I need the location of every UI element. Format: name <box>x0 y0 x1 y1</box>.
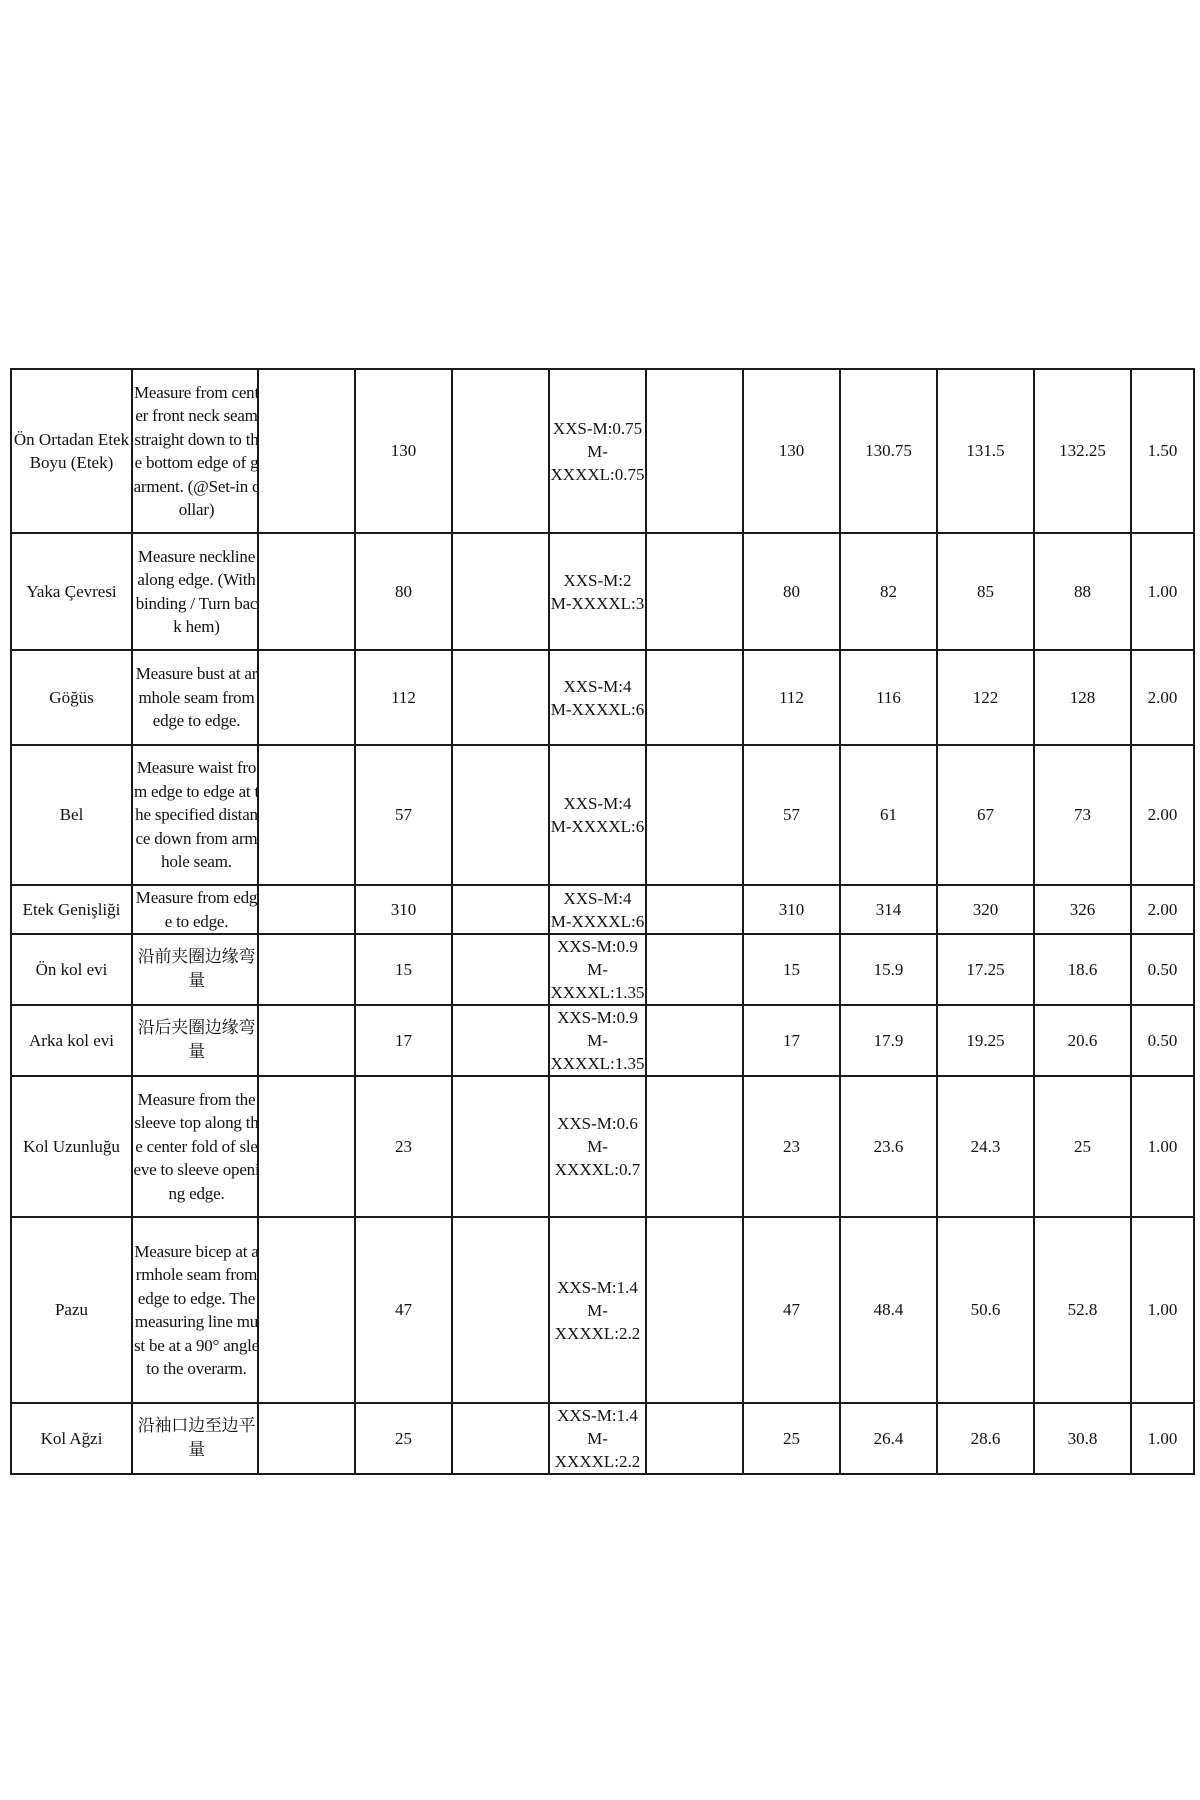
size-value: 326 <box>1034 885 1131 934</box>
tolerance-value: 2.00 <box>1131 885 1194 934</box>
table-row <box>11 1005 1194 1076</box>
measurement-name: Kol Ağzi <box>11 1403 132 1474</box>
grading-line: M-XXXXL:2.2 <box>554 1429 641 1471</box>
measurement-name: Ön kol evi <box>11 934 132 1005</box>
description-text: Measure neckline along edge. (With binding / Turn back hem) <box>135 546 258 636</box>
description-text: Measure waist from edge to edge at the specified distance down from armhole seam. <box>133 758 260 872</box>
size-value: 25 <box>743 1403 840 1474</box>
measurement-name: Kol Uzunluğu <box>11 1076 132 1217</box>
grading-rule <box>549 1403 646 1474</box>
empty-cell <box>258 934 355 1005</box>
measurement-description <box>132 1005 258 1076</box>
description-text: Measure from center front neck seam straight down to the bottom edge of garment. (@Set-in collar) <box>133 382 260 519</box>
grading-line: XXS-M:1.4 <box>557 1406 638 1425</box>
table-row <box>11 533 1194 650</box>
measurement-name: Pazu <box>11 1217 132 1403</box>
base-value: 17 <box>355 1005 452 1076</box>
size-value: 314 <box>840 885 937 934</box>
size-value: 17.9 <box>840 1005 937 1076</box>
empty-cell <box>258 1005 355 1076</box>
size-value: 61 <box>840 745 937 885</box>
size-value: 25 <box>1034 1076 1131 1217</box>
measurement-description <box>132 885 258 934</box>
size-value: 50.6 <box>937 1217 1034 1403</box>
size-value: 130 <box>743 369 840 533</box>
measurement-name: Etek Genişliği <box>11 885 132 934</box>
table-row <box>11 1076 1194 1217</box>
grading-line: M-XXXXL:0.75 <box>550 441 645 484</box>
size-value: 15.9 <box>840 934 937 1005</box>
empty-cell <box>646 1403 743 1474</box>
grading-rule <box>549 1217 646 1403</box>
tolerance-value: 1.00 <box>1131 1076 1194 1217</box>
grading-line: XXS-M:4 <box>563 676 632 696</box>
size-value: 122 <box>937 650 1034 745</box>
description-text: Measure bicep at armhole seam from edge to edge. The measuring line must be at a 90° angle to the overarm. <box>133 1241 260 1378</box>
measurement-name: Yaka Çevresi <box>11 533 132 650</box>
grading-rule <box>549 650 646 745</box>
table-row <box>11 1217 1194 1403</box>
grading-line: XXS-M:4 <box>563 888 632 908</box>
empty-cell <box>452 885 549 934</box>
empty-cell <box>452 745 549 885</box>
empty-cell <box>258 885 355 934</box>
grading-line: M-XXXXL:6 <box>550 817 645 836</box>
empty-cell <box>452 650 549 745</box>
tolerance-value: 2.00 <box>1131 650 1194 745</box>
grading-rule <box>549 533 646 650</box>
grading-line: M-XXXXL:1.35 <box>550 960 645 1002</box>
size-value: 28.6 <box>937 1403 1034 1474</box>
size-value: 85 <box>937 533 1034 650</box>
measurement-name: Ön Ortadan Etek Boyu (Etek) <box>11 369 132 533</box>
table-row <box>11 650 1194 745</box>
grading-line: XXS-M:0.9 <box>557 937 638 956</box>
grading-line: M-XXXXL:3 <box>550 593 645 613</box>
grading-rule <box>549 885 646 934</box>
tolerance-value: 1.50 <box>1131 369 1194 533</box>
size-value: 112 <box>743 650 840 745</box>
empty-cell <box>646 885 743 934</box>
size-value: 310 <box>743 885 840 934</box>
tolerance-value: 1.00 <box>1131 1403 1194 1474</box>
size-value: 48.4 <box>840 1217 937 1403</box>
size-value: 26.4 <box>840 1403 937 1474</box>
size-value: 23.6 <box>840 1076 937 1217</box>
size-value: 80 <box>743 533 840 650</box>
grading-rule <box>549 745 646 885</box>
empty-cell <box>452 533 549 650</box>
tolerance-value: 0.50 <box>1131 1005 1194 1076</box>
table-row <box>11 1403 1194 1474</box>
base-value: 25 <box>355 1403 452 1474</box>
grading-line: M-XXXXL:2.2 <box>554 1300 641 1343</box>
grading-line: M-XXXXL:1.35 <box>550 1031 645 1073</box>
empty-cell <box>452 934 549 1005</box>
description-text: 沿前夹圈边缘弯量 <box>137 947 256 991</box>
description-text: 沿袖口边至边平量 <box>137 1416 256 1460</box>
grading-line: XXS-M:0.9 <box>557 1008 638 1027</box>
table-row <box>11 745 1194 885</box>
empty-cell <box>258 1076 355 1217</box>
description-text: 沿后夹圈边缘弯量 <box>137 1018 256 1062</box>
measurement-description <box>132 1076 258 1217</box>
grading-rule <box>549 369 646 533</box>
description-text: Measure from edge to edge. <box>135 888 258 931</box>
base-value: 310 <box>355 885 452 934</box>
empty-cell <box>258 1403 355 1474</box>
measurement-description <box>132 1217 258 1403</box>
tolerance-value: 0.50 <box>1131 934 1194 1005</box>
measurement-description <box>132 745 258 885</box>
size-value: 17.25 <box>937 934 1034 1005</box>
base-value: 47 <box>355 1217 452 1403</box>
description-text: Measure bust at armhole seam from edge to edge. <box>135 664 258 731</box>
table-row <box>11 885 1194 934</box>
empty-cell <box>646 934 743 1005</box>
empty-cell <box>452 1076 549 1217</box>
grading-rule <box>549 1005 646 1076</box>
measurement-name: Arka kol evi <box>11 1005 132 1076</box>
size-value: 18.6 <box>1034 934 1131 1005</box>
tolerance-value: 1.00 <box>1131 1217 1194 1403</box>
table-row <box>11 934 1194 1005</box>
empty-cell <box>646 1217 743 1403</box>
empty-cell <box>646 1005 743 1076</box>
size-value: 52.8 <box>1034 1217 1131 1403</box>
size-value: 24.3 <box>937 1076 1034 1217</box>
grading-rule <box>549 934 646 1005</box>
empty-cell <box>258 533 355 650</box>
empty-cell <box>646 745 743 885</box>
size-value: 30.8 <box>1034 1403 1131 1474</box>
measurement-name: Bel <box>11 745 132 885</box>
base-value: 112 <box>355 650 452 745</box>
size-value: 82 <box>840 533 937 650</box>
grading-line: M-XXXXL:6 <box>550 911 645 931</box>
measurement-description <box>132 1403 258 1474</box>
base-value: 80 <box>355 533 452 650</box>
grading-line: XXS-M:2 <box>563 570 632 590</box>
description-text: Measure from the sleeve top along the center fold of sleeve to sleeve opening edge. <box>133 1089 260 1203</box>
empty-cell <box>646 369 743 533</box>
tolerance-value: 1.00 <box>1131 533 1194 650</box>
table-body <box>11 369 1194 1474</box>
measurement-description <box>132 934 258 1005</box>
empty-cell <box>452 369 549 533</box>
size-spec-sheet <box>10 372 1193 1471</box>
size-value: 47 <box>743 1217 840 1403</box>
size-value: 130.75 <box>840 369 937 533</box>
table-row <box>11 369 1194 533</box>
size-value: 15 <box>743 934 840 1005</box>
size-value: 23 <box>743 1076 840 1217</box>
size-value: 116 <box>840 650 937 745</box>
grading-line: XXS-M:0.75 <box>552 418 643 438</box>
size-value: 17 <box>743 1005 840 1076</box>
measurement-table <box>10 368 1195 1475</box>
empty-cell <box>258 745 355 885</box>
empty-cell <box>258 1217 355 1403</box>
base-value: 15 <box>355 934 452 1005</box>
empty-cell <box>258 369 355 533</box>
grading-line: XXS-M:0.6 <box>557 1114 638 1133</box>
base-value: 130 <box>355 369 452 533</box>
base-value: 57 <box>355 745 452 885</box>
size-value: 88 <box>1034 533 1131 650</box>
empty-cell <box>452 1217 549 1403</box>
empty-cell <box>258 650 355 745</box>
base-value: 23 <box>355 1076 452 1217</box>
size-value: 320 <box>937 885 1034 934</box>
measurement-description <box>132 533 258 650</box>
size-value: 20.6 <box>1034 1005 1131 1076</box>
size-value: 19.25 <box>937 1005 1034 1076</box>
size-value: 57 <box>743 745 840 885</box>
tolerance-value: 2.00 <box>1131 745 1194 885</box>
empty-cell <box>646 1076 743 1217</box>
size-value: 67 <box>937 745 1034 885</box>
grading-line: XXS-M:1.4 <box>557 1277 638 1297</box>
empty-cell <box>452 1403 549 1474</box>
size-value: 131.5 <box>937 369 1034 533</box>
empty-cell <box>452 1005 549 1076</box>
grading-rule <box>549 1076 646 1217</box>
grading-line: M-XXXXL:6 <box>550 699 645 719</box>
measurement-name: Göğüs <box>11 650 132 745</box>
grading-line: XXS-M:4 <box>563 794 632 813</box>
size-value: 73 <box>1034 745 1131 885</box>
measurement-description <box>132 650 258 745</box>
empty-cell <box>646 650 743 745</box>
grading-line: M-XXXXL:0.7 <box>554 1137 641 1179</box>
size-value: 128 <box>1034 650 1131 745</box>
empty-cell <box>646 533 743 650</box>
size-value: 132.25 <box>1034 369 1131 533</box>
measurement-description <box>132 369 258 533</box>
